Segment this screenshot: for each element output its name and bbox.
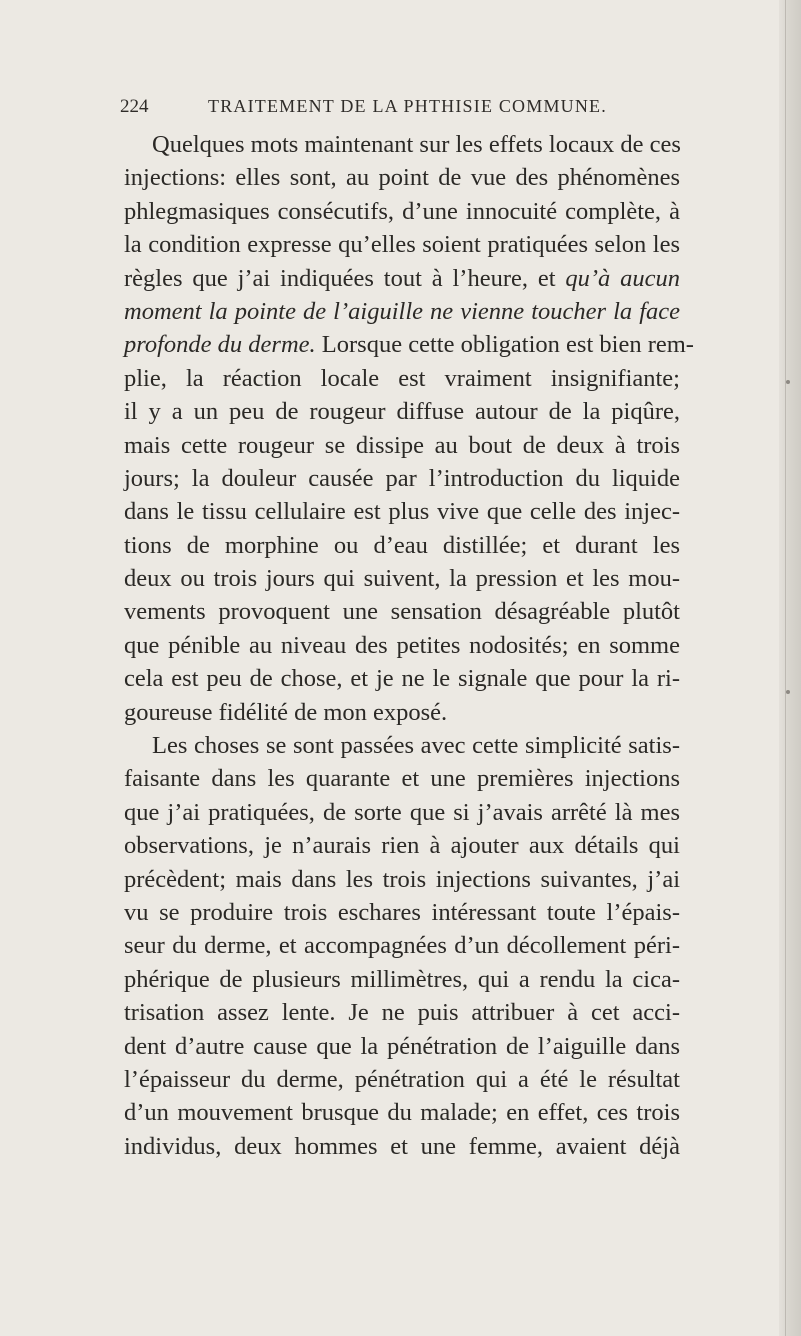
text-line: deux ou trois jours qui suivent, la pression et les mou-: [124, 565, 680, 593]
text-line: la condition expresse qu’elles soient pratiquées selon les: [124, 231, 680, 259]
text-line: vu se produire trois eschares intéressant toute l’épais-: [124, 898, 680, 926]
text-line: il y a un peu de rougeur diffuse autour de la piqûre,: [124, 398, 680, 426]
italic-text: profonde du derme.: [124, 331, 316, 359]
text-line: individus, deux hommes et une femme, avaient déjà: [124, 1132, 680, 1160]
text-line: phérique de plusieurs millimètres, qui a rendu la cica-: [124, 965, 680, 993]
text-line: d’un mouvement brusque du malade; en effet, ces trois: [124, 1099, 680, 1127]
text-line: mais cette rougeur se dissipe au bout de deux à trois: [124, 431, 680, 459]
text-line: [124, 295, 680, 328]
text-line: jours; la douleur causée par l’introduction du liquide: [124, 464, 680, 492]
text-line: faisante dans les quarante et une premières injections: [124, 765, 680, 793]
text-line: [124, 328, 694, 361]
text-line: Quelques mots maintenant sur les effets locaux de ces: [152, 131, 681, 158]
text-line: vements provoquent une sensation désagréable plutôt: [124, 598, 680, 626]
text-line: injections: elles sont, au point de vue des phénomènes: [124, 164, 680, 192]
running-title: TRAITEMENT DE LA PHTHISIE COMMUNE.: [208, 96, 607, 116]
text-line: dent d’autre cause que la pénétration de l’aiguille dans: [124, 1032, 680, 1060]
text-line: l’épaisseur du derme, pénétration qui a été le résultat: [124, 1065, 680, 1093]
margin-speck: [786, 690, 790, 694]
running-header: [120, 96, 680, 122]
text-line: précèdent; mais dans les trois injections suivantes, j’ai: [124, 865, 680, 893]
text-line: plie, la réaction locale est vraiment insignifiante;: [124, 364, 680, 392]
body-text: [124, 128, 694, 1163]
text-line: phlegmasiques consécutifs, d’une innocuité complète, à: [124, 197, 680, 225]
text-line: Les choses se sont passées avec cette simplicité satis-: [152, 732, 680, 760]
italic-text: qu’à aucun: [565, 264, 681, 292]
text-line: trisation assez lente. Je ne puis attribuer à cet acci-: [124, 999, 680, 1027]
text-line: que j’ai pratiquées, de sorte que si j’avais arrêté là mes: [124, 798, 680, 826]
text-line: cela est peu de chose, et je ne le signale que pour la ri-: [124, 665, 680, 693]
text-line: dans le tissu cellulaire est plus vive que celle des injec-: [124, 498, 680, 526]
page-edge: [779, 0, 801, 1336]
text-line: seur du derme, et accompagnées d’un décollement péri-: [124, 932, 680, 960]
italic-text: moment la pointe de l’aiguille ne vienne toucher la face: [124, 297, 680, 325]
margin-speck: [786, 380, 790, 384]
page-number: 224: [120, 96, 149, 117]
text-line: goureuse fidélité de mon exposé.: [124, 698, 448, 726]
text-line: que pénible au niveau des petites nodosités; en somme: [124, 631, 680, 659]
text-line: [124, 262, 680, 295]
text-line: tions de morphine ou d’eau distillée; et durant les: [124, 531, 680, 559]
text-segment: règles que j’ai indiquées tout à l’heure, et: [124, 264, 556, 292]
text-segment: Lorsque cette obligation est bien rem-: [321, 331, 694, 359]
text-line: observations, je n’aurais rien à ajouter aux détails qui: [124, 832, 680, 860]
